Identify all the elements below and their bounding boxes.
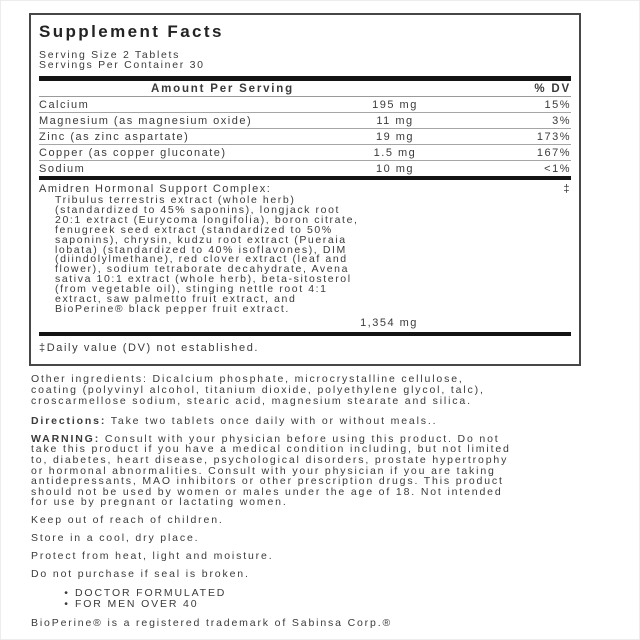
warning-lines (31, 444, 611, 508)
warning-line: to, diabetes, heart disease, psychological disorders, prostate hypertrophy (31, 454, 509, 467)
nutrient-row (39, 97, 571, 113)
nutrient-dv: 3% (552, 114, 571, 127)
complex-name: Amidren Hormonal Support Complex: (39, 183, 272, 195)
nutrient-name: Sodium (39, 162, 86, 175)
other-ingredients-line: croscarmellose sodium, stearic acid, magnesium stearate and silica. (31, 394, 472, 407)
warning-line: should not be used by women or males under the age of 18. Not intended (31, 485, 503, 498)
complex-description (39, 196, 571, 315)
table-header-row (39, 81, 571, 96)
directions-text: Take two tablets once daily with or without meals.. (106, 414, 438, 427)
complex-dv-symbol: ‡ (563, 183, 571, 195)
nutrient-row (39, 161, 571, 176)
bullet-item (31, 599, 611, 610)
serving-info (39, 50, 571, 70)
directions (31, 416, 611, 427)
complex-description-line: saponins), chrysin, kudzu root extract (Pueraia (55, 233, 347, 246)
bullet-text: FOR MEN OVER 40 (75, 598, 199, 611)
nutrient-dv: 167% (536, 146, 571, 159)
label-body-text (31, 374, 611, 629)
nutrient-name: Zinc (as zinc aspartate) (39, 130, 190, 143)
notice-line: Keep out of reach of children. (31, 514, 224, 527)
panel-title: Supplement Facts (39, 22, 224, 41)
servings-per-container: Servings Per Container 30 (39, 59, 205, 71)
warning-line: or hormonal abnormalities. Consult with your physician if you are taking (31, 464, 496, 477)
nutrient-dv: <1% (544, 162, 571, 175)
feature-bullets (31, 588, 611, 610)
column-header-amount: Amount Per Serving (151, 82, 294, 95)
warning (31, 434, 611, 508)
other-ingredients (31, 374, 611, 407)
dv-footnote: ‡Daily value (DV) not established. (39, 341, 260, 354)
trademark-note: BioPerine® is a registered trademark of Sabinsa Corp.® (31, 617, 393, 630)
warning-line: for use by pregnant or lactating women. (31, 496, 288, 509)
notice-line: Do not purchase if seal is broken. (31, 568, 250, 581)
bullet-icon: • (64, 598, 70, 611)
nutrient-amount: 1.5 mg (373, 146, 417, 159)
complex-description-line: extract, saw palmetto fruit extract, and (55, 293, 297, 306)
nutrient-amount: 19 mg (375, 130, 415, 143)
nutrient-name: Copper (as copper gluconate) (39, 146, 227, 159)
complex-description-line: (diindolylmethane), red clover extract (leaf and (55, 253, 348, 266)
nutrient-name: Magnesium (as magnesium oxide) (39, 114, 253, 127)
complex-description-line: flower), sodium tetraborate decahydrate, Avena (55, 263, 350, 276)
other-ingredients-line: Other ingredients: Dicalcium phosphate, microcrystalline cellulose, (31, 372, 464, 385)
complex-description-line: (from vegetable oil), stinging nettle root 4:1 (55, 283, 328, 296)
supplement-facts-panel (29, 13, 581, 366)
nutrient-dv: 15% (544, 98, 571, 111)
serving-size: Serving Size 2 Tablets (39, 49, 181, 61)
warning-text: Consult with your physician before using this product. Do not (100, 432, 500, 445)
complex-description-line: lobata) (standardized to 40% isoflavones), DIM (55, 243, 347, 256)
warning-label: WARNING: (31, 432, 101, 445)
nutrient-amount: 10 mg (375, 162, 415, 175)
notices (31, 515, 611, 580)
complex-amount: 1,354 mg (360, 316, 418, 329)
column-header-dv: % DV (534, 82, 571, 95)
complex-description-line: 20:1 extract (Eurycoma longifolia), boron citrate, (55, 213, 359, 226)
directions-label: Directions: (31, 414, 107, 427)
complex-description-line: fenugreek seed extract (standardized to 50% (55, 223, 333, 236)
complex-description-line: Tribulus terrestris extract (whole herb) (55, 194, 296, 206)
nutrient-row (39, 113, 571, 129)
notice-line: Protect from heat, light and moisture. (31, 550, 274, 563)
warning-line: take this product if you have a medical condition including, but not limited (31, 443, 511, 456)
nutrient-row (39, 129, 571, 145)
nutrient-dv: 173% (536, 130, 571, 143)
other-ingredients-line: coating (polyvinyl alcohol, titanium dioxide, polyethylene glycol, talc), (31, 383, 485, 396)
nutrient-amount: 195 mg (372, 98, 418, 111)
bullet-text: DOCTOR FORMULATED (75, 587, 227, 600)
warning-line: antidepressants, MAO inhibitors or other prescription drugs. This product (31, 475, 504, 488)
nutrient-table (39, 97, 571, 176)
notice-line: Store in a cool, dry place. (31, 532, 200, 545)
nutrient-amount: 11 mg (376, 114, 414, 127)
nutrient-name: Calcium (39, 98, 90, 111)
bullet-icon: • (64, 587, 70, 600)
nutrient-row (39, 145, 571, 161)
complex-description-line: BioPerine® black pepper fruit extract. (55, 302, 290, 315)
complex-description-line: (standardized to 45% saponins), longjack root (55, 203, 341, 216)
complex-description-line: sativa 10:1 extract (whole herb), beta-sitosterol (55, 273, 352, 286)
